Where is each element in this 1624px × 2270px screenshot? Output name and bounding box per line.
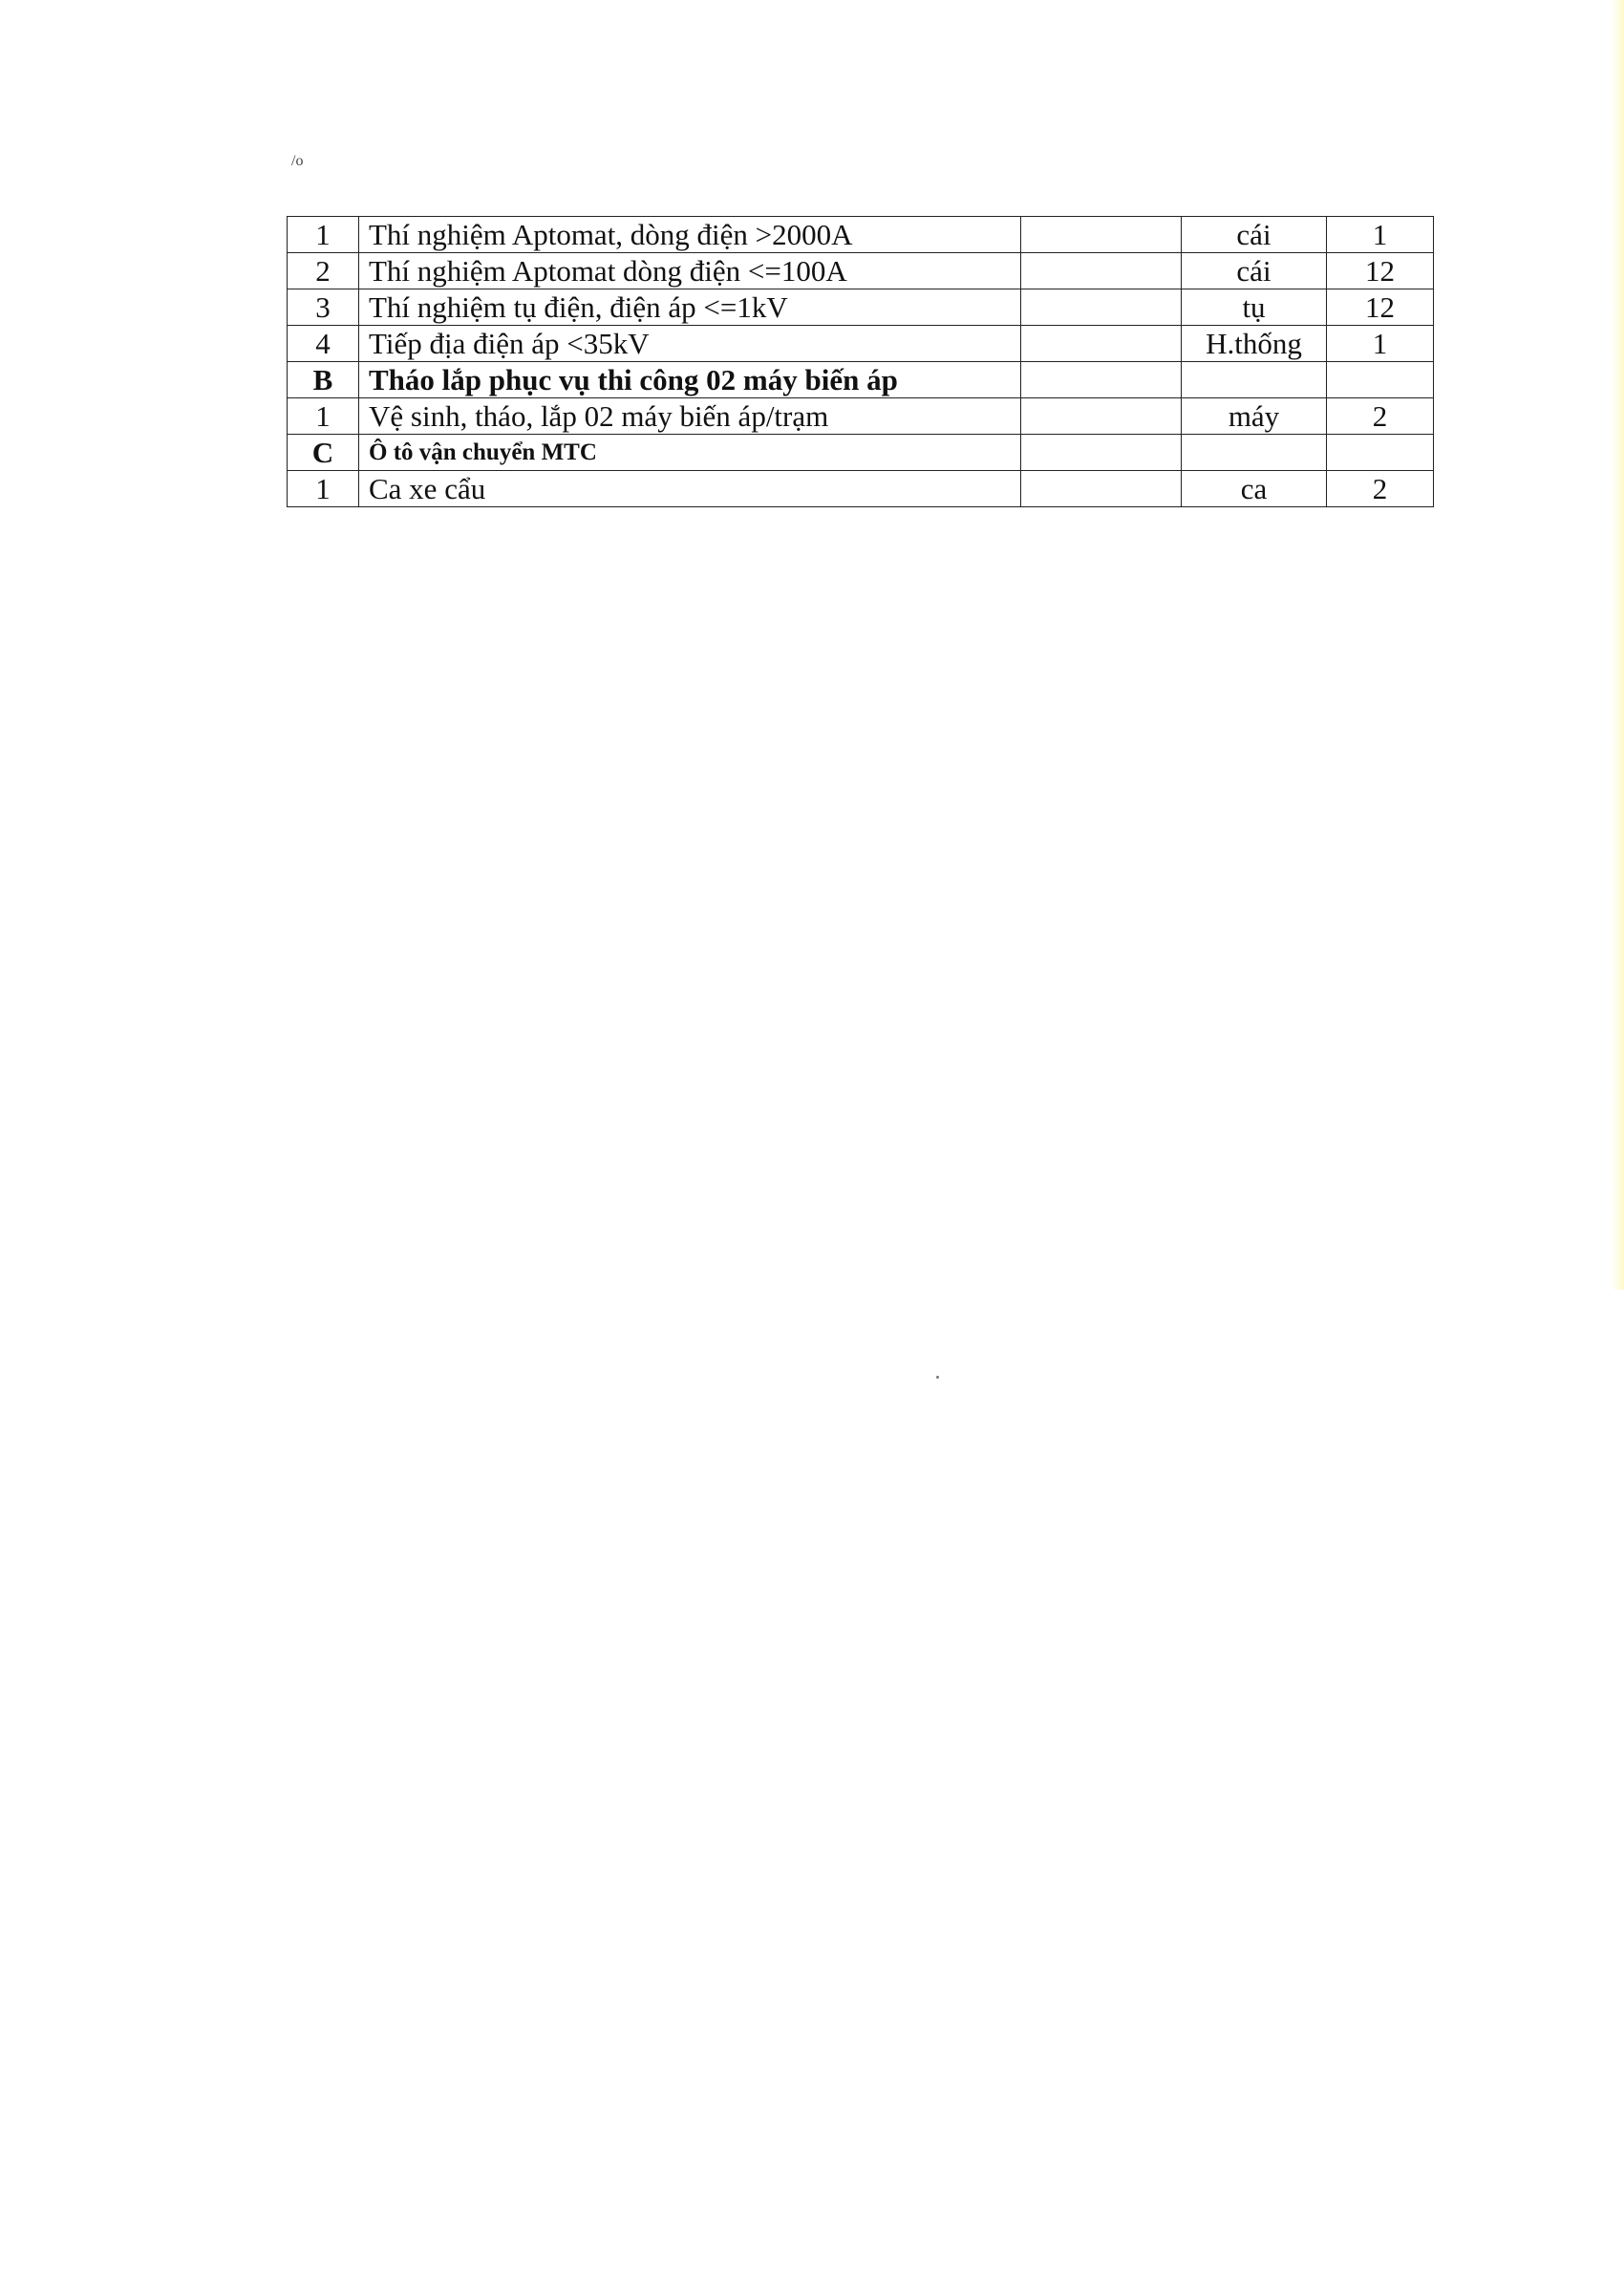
empty-cell xyxy=(1021,471,1182,507)
table-row xyxy=(288,253,1434,289)
item-unit: tụ xyxy=(1182,289,1327,326)
page-mark: /o xyxy=(291,153,304,169)
row-number: 1 xyxy=(288,398,359,435)
empty-cell xyxy=(1021,435,1182,471)
item-quantity: 12 xyxy=(1327,289,1434,326)
item-unit: H.thống xyxy=(1182,326,1327,362)
section-title: Tháo lắp phục vụ thi công 02 máy biến áp xyxy=(359,362,1021,398)
table-row xyxy=(288,289,1434,326)
item-quantity: 1 xyxy=(1327,217,1434,253)
row-number: 2 xyxy=(288,253,359,289)
empty-cell xyxy=(1021,326,1182,362)
empty-cell xyxy=(1182,362,1327,398)
scan-speck xyxy=(936,1376,939,1379)
empty-cell xyxy=(1327,435,1434,471)
empty-cell xyxy=(1021,398,1182,435)
empty-cell xyxy=(1021,253,1182,289)
section-title: Ô tô vận chuyển MTC xyxy=(359,435,1021,471)
section-letter: C xyxy=(288,435,359,471)
item-name: Thí nghiệm Aptomat, dòng điện >2000A xyxy=(359,217,1021,253)
empty-cell xyxy=(1182,435,1327,471)
empty-cell xyxy=(1327,362,1434,398)
section-row xyxy=(288,435,1434,471)
empty-cell xyxy=(1021,217,1182,253)
table-row xyxy=(288,471,1434,507)
table-row xyxy=(288,217,1434,253)
item-name: Thí nghiệm Aptomat dòng điện <=100A xyxy=(359,253,1021,289)
item-quantity: 1 xyxy=(1327,326,1434,362)
item-quantity: 2 xyxy=(1327,398,1434,435)
item-unit: máy xyxy=(1182,398,1327,435)
table-row xyxy=(288,398,1434,435)
section-letter: B xyxy=(288,362,359,398)
table-row xyxy=(288,326,1434,362)
item-name: Thí nghiệm tụ điện, điện áp <=1kV xyxy=(359,289,1021,326)
item-unit: ca xyxy=(1182,471,1327,507)
empty-cell xyxy=(1021,289,1182,326)
empty-cell xyxy=(1021,362,1182,398)
item-unit: cái xyxy=(1182,253,1327,289)
row-number: 1 xyxy=(288,471,359,507)
item-name: Vệ sinh, tháo, lắp 02 máy biến áp/trạm xyxy=(359,398,1021,435)
row-number: 3 xyxy=(288,289,359,326)
section-row xyxy=(288,362,1434,398)
work-items-table xyxy=(287,216,1434,507)
item-unit: cái xyxy=(1182,217,1327,253)
item-name: Tiếp địa điện áp <35kV xyxy=(359,326,1021,362)
item-quantity: 12 xyxy=(1327,253,1434,289)
item-name: Ca xe cẩu xyxy=(359,471,1021,507)
row-number: 1 xyxy=(288,217,359,253)
item-quantity: 2 xyxy=(1327,471,1434,507)
scan-edge-tint xyxy=(1611,0,1624,1290)
row-number: 4 xyxy=(288,326,359,362)
